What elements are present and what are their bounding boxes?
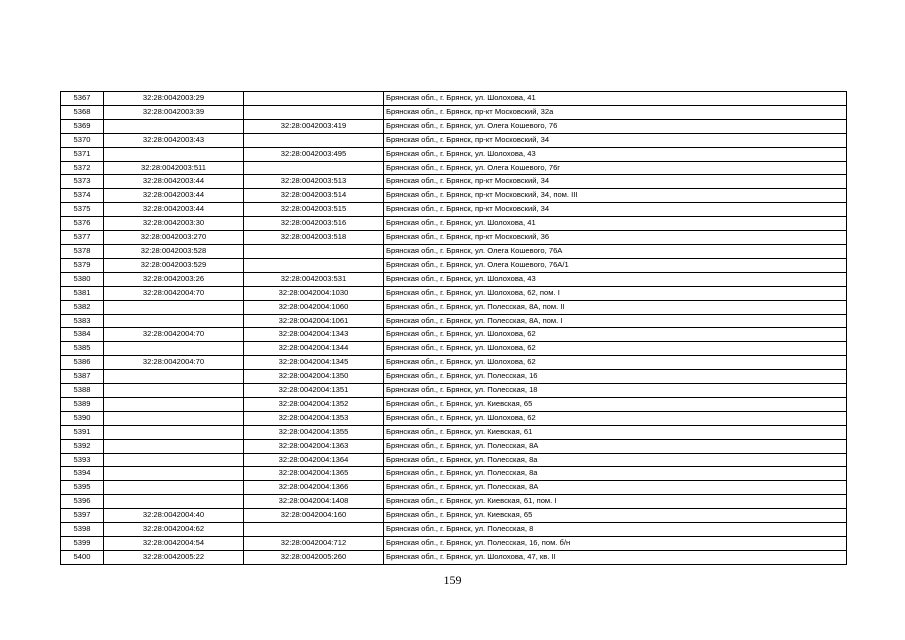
address-cell: Брянская обл., г. Брянск, ул. Шолохова, 62 xyxy=(384,342,847,356)
address-cell: Брянская обл., г. Брянск, ул. Киевская, 61, пом. I xyxy=(384,495,847,509)
row-number-cell: 5376 xyxy=(61,217,104,231)
land-parcel-number-cell xyxy=(104,495,244,509)
address-cell: Брянская обл., г. Брянск, ул. Полесская, 8 xyxy=(384,523,847,537)
table-row xyxy=(61,244,847,258)
land-parcel-number-cell xyxy=(104,439,244,453)
land-parcel-number-cell: 32:28:0042004:70 xyxy=(104,356,244,370)
property-number-cell: 32:28:0042004:1365 xyxy=(244,467,384,481)
land-parcel-number-cell xyxy=(104,453,244,467)
property-number-cell: 32:28:0042004:712 xyxy=(244,537,384,551)
land-parcel-number-cell: 32:28:0042003:30 xyxy=(104,217,244,231)
land-parcel-number-cell xyxy=(104,119,244,133)
land-parcel-number-cell: 32:28:0042003:26 xyxy=(104,272,244,286)
property-number-cell: 32:28:0042004:1345 xyxy=(244,356,384,370)
table-row xyxy=(61,175,847,189)
table-row xyxy=(61,453,847,467)
row-number-cell: 5394 xyxy=(61,467,104,481)
table-row xyxy=(61,314,847,328)
row-number-cell: 5389 xyxy=(61,397,104,411)
address-cell: Брянская обл., г. Брянск, пр-кт Московский, 32а xyxy=(384,105,847,119)
row-number-cell: 5373 xyxy=(61,175,104,189)
table-row xyxy=(61,439,847,453)
property-number-cell: 32:28:0042004:1364 xyxy=(244,453,384,467)
address-cell: Брянская обл., г. Брянск, ул. Полесская, 8А, пом. II xyxy=(384,300,847,314)
row-number-cell: 5383 xyxy=(61,314,104,328)
property-number-cell: 32:28:0042003:514 xyxy=(244,189,384,203)
address-cell: Брянская обл., г. Брянск, ул. Полесская, 8А xyxy=(384,439,847,453)
row-number-cell: 5382 xyxy=(61,300,104,314)
table-row xyxy=(61,370,847,384)
address-cell: Брянская обл., г. Брянск, пр-кт Московский, 34, пом. III xyxy=(384,189,847,203)
property-number-cell xyxy=(244,92,384,106)
address-cell: Брянская обл., г. Брянск, пр-кт Московский, 34 xyxy=(384,175,847,189)
land-parcel-number-cell: 32:28:0042004:70 xyxy=(104,328,244,342)
table-row xyxy=(61,397,847,411)
land-parcel-number-cell: 32:28:0042003:43 xyxy=(104,133,244,147)
property-number-cell: 32:28:0042004:1363 xyxy=(244,439,384,453)
address-cell: Брянская обл., г. Брянск, ул. Олега Кошевого, 76г xyxy=(384,161,847,175)
land-parcel-number-cell: 32:28:0042003:29 xyxy=(104,92,244,106)
land-parcel-number-cell: 32:28:0042003:39 xyxy=(104,105,244,119)
address-cell: Брянская обл., г. Брянск, ул. Шолохова, 41 xyxy=(384,217,847,231)
table-row xyxy=(61,147,847,161)
table-row xyxy=(61,161,847,175)
row-number-cell: 5385 xyxy=(61,342,104,356)
table-row xyxy=(61,550,847,564)
land-parcel-number-cell xyxy=(104,425,244,439)
table-row xyxy=(61,328,847,342)
table-row xyxy=(61,300,847,314)
address-cell: Брянская обл., г. Брянск, ул. Шолохова, 62 xyxy=(384,328,847,342)
row-number-cell: 5381 xyxy=(61,286,104,300)
address-cell: Брянская обл., г. Брянск, ул. Олега Кошевого, 76А/1 xyxy=(384,258,847,272)
property-number-cell: 32:28:0042004:1343 xyxy=(244,328,384,342)
property-number-cell: 32:28:0042003:495 xyxy=(244,147,384,161)
property-number-cell xyxy=(244,133,384,147)
address-cell: Брянская обл., г. Брянск, ул. Шолохова, 62, пом. I xyxy=(384,286,847,300)
address-cell: Брянская обл., г. Брянск, пр-кт Московский, 34 xyxy=(384,133,847,147)
land-parcel-number-cell: 32:28:0042004:40 xyxy=(104,509,244,523)
table-row xyxy=(61,384,847,398)
property-number-cell xyxy=(244,258,384,272)
land-parcel-number-cell xyxy=(104,411,244,425)
table-row xyxy=(61,231,847,245)
property-number-cell: 32:28:0042004:1366 xyxy=(244,481,384,495)
register-table-body xyxy=(61,92,847,565)
address-cell: Брянская обл., г. Брянск, ул. Шолохова, 47, кв. II xyxy=(384,550,847,564)
row-number-cell: 5370 xyxy=(61,133,104,147)
land-parcel-number-cell: 32:28:0042004:70 xyxy=(104,286,244,300)
land-parcel-number-cell xyxy=(104,300,244,314)
row-number-cell: 5372 xyxy=(61,161,104,175)
property-number-cell: 32:28:0042003:419 xyxy=(244,119,384,133)
table-row xyxy=(61,133,847,147)
row-number-cell: 5371 xyxy=(61,147,104,161)
property-number-cell: 32:28:0042004:1352 xyxy=(244,397,384,411)
address-cell: Брянская обл., г. Брянск, ул. Полесская, 8А, пом. I xyxy=(384,314,847,328)
property-number-cell xyxy=(244,523,384,537)
property-number-cell: 32:28:0042004:1353 xyxy=(244,411,384,425)
land-parcel-number-cell: 32:28:0042003:44 xyxy=(104,189,244,203)
row-number-cell: 5393 xyxy=(61,453,104,467)
table-row xyxy=(61,105,847,119)
row-number-cell: 5390 xyxy=(61,411,104,425)
property-number-cell: 32:28:0042003:531 xyxy=(244,272,384,286)
property-number-cell: 32:28:0042003:518 xyxy=(244,231,384,245)
table-row xyxy=(61,189,847,203)
table-row xyxy=(61,411,847,425)
table-row xyxy=(61,342,847,356)
row-number-cell: 5387 xyxy=(61,370,104,384)
property-number-cell xyxy=(244,105,384,119)
address-cell: Брянская обл., г. Брянск, ул. Шолохова, 62 xyxy=(384,411,847,425)
row-number-cell: 5379 xyxy=(61,258,104,272)
row-number-cell: 5392 xyxy=(61,439,104,453)
property-register-table xyxy=(60,91,847,565)
address-cell: Брянская обл., г. Брянск, ул. Полесская, 8а xyxy=(384,467,847,481)
address-cell: Брянская обл., г. Брянск, ул. Шолохова, 41 xyxy=(384,92,847,106)
table-row xyxy=(61,509,847,523)
address-cell: Брянская обл., г. Брянск, ул. Олега Кошевого, 76А xyxy=(384,244,847,258)
row-number-cell: 5388 xyxy=(61,384,104,398)
table-row xyxy=(61,495,847,509)
property-number-cell: 32:28:0042004:1350 xyxy=(244,370,384,384)
row-number-cell: 5380 xyxy=(61,272,104,286)
property-number-cell: 32:28:0042004:1030 xyxy=(244,286,384,300)
row-number-cell: 5396 xyxy=(61,495,104,509)
table-row xyxy=(61,523,847,537)
land-parcel-number-cell: 32:28:0042003:270 xyxy=(104,231,244,245)
address-cell: Брянская обл., г. Брянск, ул. Полесская, 18 xyxy=(384,384,847,398)
row-number-cell: 5391 xyxy=(61,425,104,439)
row-number-cell: 5397 xyxy=(61,509,104,523)
row-number-cell: 5386 xyxy=(61,356,104,370)
row-number-cell: 5395 xyxy=(61,481,104,495)
row-number-cell: 5400 xyxy=(61,550,104,564)
property-number-cell: 32:28:0042004:1351 xyxy=(244,384,384,398)
address-cell: Брянская обл., г. Брянск, ул. Полесская, 8А xyxy=(384,481,847,495)
property-number-cell: 32:28:0042004:1060 xyxy=(244,300,384,314)
land-parcel-number-cell: 32:28:0042004:54 xyxy=(104,537,244,551)
land-parcel-number-cell: 32:28:0042004:62 xyxy=(104,523,244,537)
property-number-cell: 32:28:0042003:513 xyxy=(244,175,384,189)
land-parcel-number-cell: 32:28:0042003:44 xyxy=(104,203,244,217)
address-cell: Брянская обл., г. Брянск, ул. Полесская, 16 xyxy=(384,370,847,384)
land-parcel-number-cell xyxy=(104,342,244,356)
table-row xyxy=(61,258,847,272)
land-parcel-number-cell: 32:28:0042005:22 xyxy=(104,550,244,564)
table-row xyxy=(61,425,847,439)
property-number-cell: 32:28:0042003:515 xyxy=(244,203,384,217)
address-cell: Брянская обл., г. Брянск, ул. Киевская, 65 xyxy=(384,397,847,411)
table-row xyxy=(61,92,847,106)
property-number-cell: 32:28:0042004:1061 xyxy=(244,314,384,328)
row-number-cell: 5369 xyxy=(61,119,104,133)
table-row xyxy=(61,203,847,217)
row-number-cell: 5368 xyxy=(61,105,104,119)
table-row xyxy=(61,356,847,370)
property-number-cell: 32:28:0042003:516 xyxy=(244,217,384,231)
address-cell: Брянская обл., г. Брянск, ул. Олега Кошевого, 76 xyxy=(384,119,847,133)
address-cell: Брянская обл., г. Брянск, ул. Шолохова, 62 xyxy=(384,356,847,370)
property-number-cell: 32:28:0042004:160 xyxy=(244,509,384,523)
row-number-cell: 5398 xyxy=(61,523,104,537)
table-row xyxy=(61,272,847,286)
address-cell: Брянская обл., г. Брянск, пр-кт Московский, 34 xyxy=(384,203,847,217)
address-cell: Брянская обл., г. Брянск, ул. Киевская, 61 xyxy=(384,425,847,439)
table-row xyxy=(61,537,847,551)
land-parcel-number-cell xyxy=(104,481,244,495)
land-parcel-number-cell xyxy=(104,147,244,161)
land-parcel-number-cell xyxy=(104,314,244,328)
property-number-cell: 32:28:0042004:1344 xyxy=(244,342,384,356)
land-parcel-number-cell: 32:28:0042003:528 xyxy=(104,244,244,258)
address-cell: Брянская обл., г. Брянск, ул. Полесская, 16, пом. б/н xyxy=(384,537,847,551)
land-parcel-number-cell xyxy=(104,384,244,398)
table-row xyxy=(61,467,847,481)
table-row xyxy=(61,217,847,231)
address-cell: Брянская обл., г. Брянск, пр-кт Московский, 36 xyxy=(384,231,847,245)
row-number-cell: 5375 xyxy=(61,203,104,217)
address-cell: Брянская обл., г. Брянск, ул. Полесская, 8а xyxy=(384,453,847,467)
row-number-cell: 5374 xyxy=(61,189,104,203)
table-row xyxy=(61,119,847,133)
land-parcel-number-cell: 32:28:0042003:529 xyxy=(104,258,244,272)
property-number-cell xyxy=(244,161,384,175)
address-cell: Брянская обл., г. Брянск, ул. Шолохова, 43 xyxy=(384,272,847,286)
address-cell: Брянская обл., г. Брянск, ул. Киевская, 65 xyxy=(384,509,847,523)
table-row xyxy=(61,481,847,495)
row-number-cell: 5384 xyxy=(61,328,104,342)
land-parcel-number-cell xyxy=(104,467,244,481)
property-number-cell: 32:28:0042004:1355 xyxy=(244,425,384,439)
property-number-cell: 32:28:0042005:260 xyxy=(244,550,384,564)
row-number-cell: 5399 xyxy=(61,537,104,551)
land-parcel-number-cell: 32:28:0042003:511 xyxy=(104,161,244,175)
property-number-cell: 32:28:0042004:1408 xyxy=(244,495,384,509)
property-number-cell xyxy=(244,244,384,258)
land-parcel-number-cell: 32:28:0042003:44 xyxy=(104,175,244,189)
row-number-cell: 5367 xyxy=(61,92,104,106)
address-cell: Брянская обл., г. Брянск, ул. Шолохова, 43 xyxy=(384,147,847,161)
row-number-cell: 5377 xyxy=(61,231,104,245)
row-number-cell: 5378 xyxy=(61,244,104,258)
table-row xyxy=(61,286,847,300)
land-parcel-number-cell xyxy=(104,370,244,384)
land-parcel-number-cell xyxy=(104,397,244,411)
page-number: 159 xyxy=(443,573,462,587)
